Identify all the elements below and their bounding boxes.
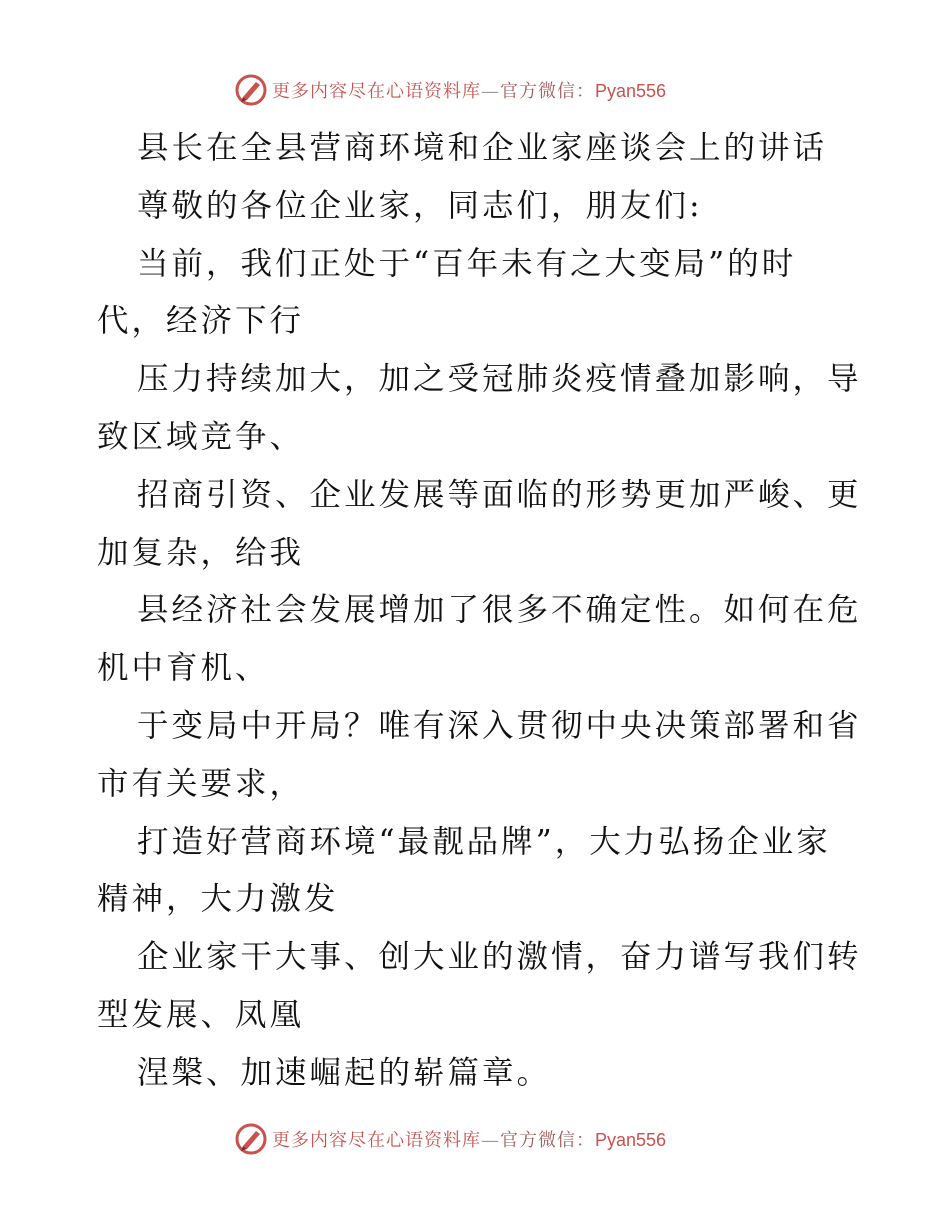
watermark-text: 更多内容尽在心语资料库—官方微信：Pyan556 (272, 81, 667, 102)
footer-watermark (234, 1121, 666, 1157)
paragraph-line: 县经济社会发展增加了很多不确定性。如何在危 (137, 592, 862, 629)
pen-logo-icon (234, 1122, 268, 1156)
paragraph-line: 加复杂，给我 (97, 534, 305, 571)
document-body (97, 120, 862, 1103)
paragraph-line: 企业家干大事、创大业的激情，奋力谱写我们转 (137, 939, 862, 976)
paragraph-line: 代，经济下行 (97, 303, 305, 340)
paragraph-line: 市有关要求， (97, 765, 305, 802)
paragraph-line: 于变局中开局？唯有深入贯彻中央决策部署和省 (137, 707, 862, 744)
document-title: 县长在全县营商环境和企业家座谈会上的讲话 (137, 130, 828, 166)
salutation: 尊敬的各位企业家，同志们，朋友们: (137, 187, 703, 224)
paragraph-line: 致区域竞争、 (97, 418, 305, 455)
paragraph-line: 当前，我们正处于“百年未有之大变局”的时 (137, 245, 797, 282)
paragraph-line: 涅槃、加速崛起的崭篇章。 (137, 1054, 552, 1091)
paragraph-line: 型发展、凤凰 (97, 996, 305, 1033)
paragraph-line: 招商引资、企业发展等面临的形势更加严峻、更 (137, 476, 862, 513)
paragraph-line: 机中育机、 (97, 650, 270, 687)
paragraph-line: 压力持续加大，加之受冠肺炎疫情叠加影响，导 (137, 361, 862, 398)
watermark-text: 更多内容尽在心语资料库—官方微信：Pyan556 (272, 1130, 667, 1151)
paragraph-line: 打造好营商环境“最靓品牌”，大力弘扬企业家 (137, 823, 831, 860)
paragraph-line: 精神，大力激发 (97, 881, 339, 918)
pen-logo-icon (234, 73, 268, 107)
header-watermark (234, 72, 666, 108)
